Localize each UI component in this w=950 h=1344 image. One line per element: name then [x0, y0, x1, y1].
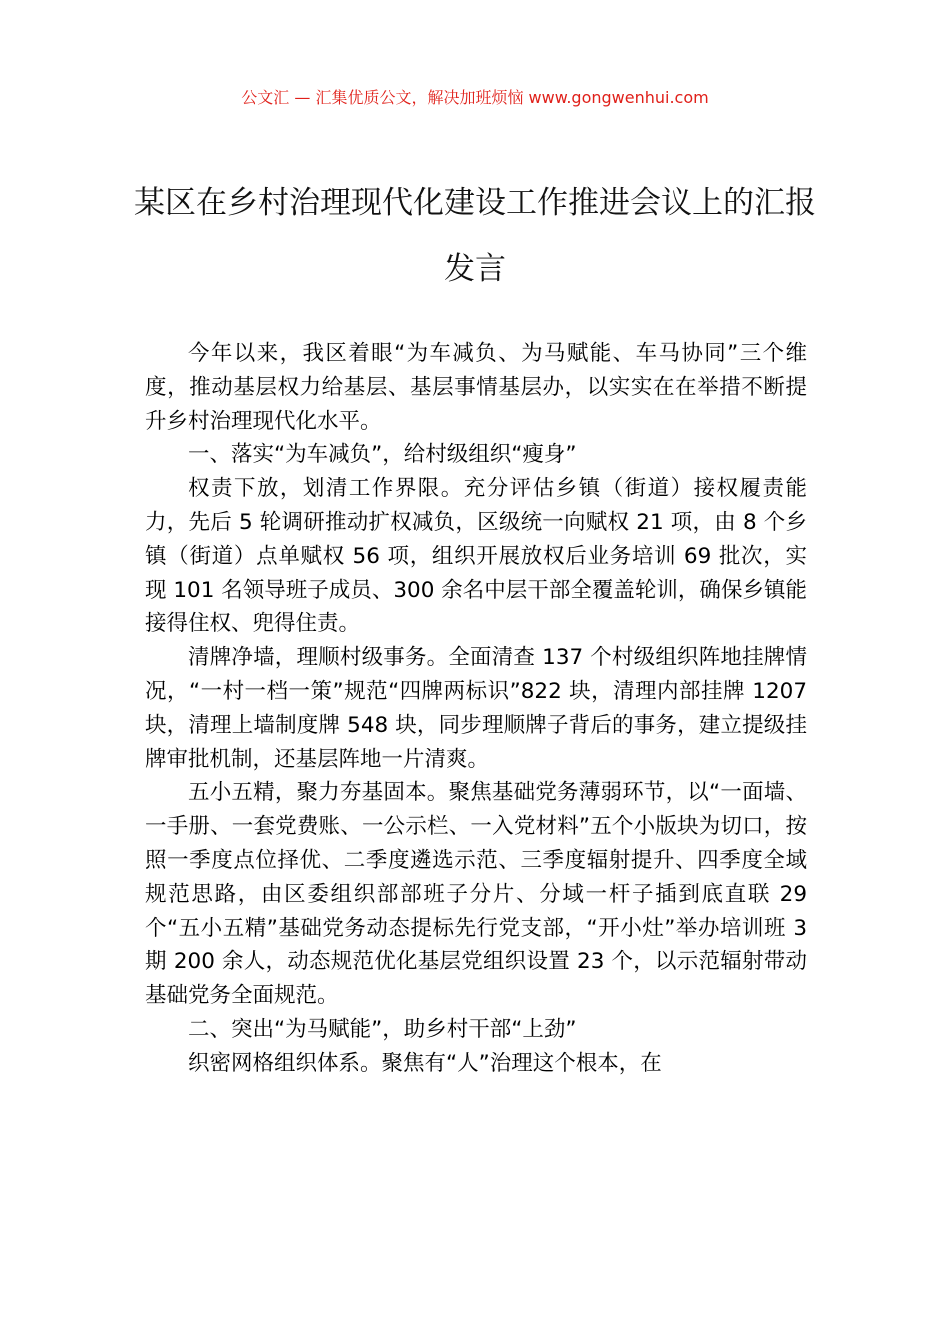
- section-heading-1: 一、落实“为车减负”，给村级组织“瘦身”: [188, 442, 577, 468]
- paragraph-five-small-five-fine: 五小五精，聚力夯基固本。聚焦基础党务薄弱环节，以“一面墙、一手册、一套党费账、一公示栏、一入党材料”五个小版块为切口，按照一季度点位择优、二季度遴选示范、三季度辐射提升、四季度全域规范思路，由区委组织部部班子分片、分域一杆子插到底直联 29 个“五小五精”基础党务动态提标先行党支部，“开小灶”举办培训班 3 期 200 余人，动态规范优化基层党组织设置 23 个，以示范辐射带动基础党务全面规范。: [145, 780, 807, 1009]
- paragraph-clean-signs: 清牌净墙，理顺村级事务。全面清查 137 个村级组织阵地挂牌情况，“一村一档一策”规范“四牌两标识”822 块，清理内部挂牌 1207 块，清理上墙制度牌 548 块，同步理顺牌子背后的事务，建立提级挂牌审批机制，还基层阵地一片清爽。: [145, 645, 807, 772]
- paragraph-intro: 今年以来，我区着眼“为车减负、为马赋能、车马协同”三个维度，推动基层权力给基层、基层事情基层办，以实实在在举措不断提升乡村治理现代化水平。: [145, 341, 807, 434]
- site-banner: 公文汇 — 汇集优质公文，解决加班烦恼 www.gongwenhui.com: [241, 88, 709, 107]
- section-heading-2: 二、突出“为马赋能”，助乡村干部“上劲”: [188, 1016, 577, 1042]
- paragraph-grid-system: 织密网格组织体系。聚焦有“人”治理这个根本，在: [188, 1050, 662, 1076]
- document-body: [145, 337, 807, 1081]
- paragraph-power-delegation: 权责下放，划清工作界限。充分评估乡镇（街道）接权履责能力，先后 5 轮调研推动扩权减负，区级统一向赋权 21 项，由 8 个乡镇（街道）点单赋权 56 项，组织开展放权后业务培训 69 批次，实现 101 名领导班子成员、300 余名中层干部全覆盖轮训，确保乡镇能接得住权、兜得住责。: [145, 476, 807, 637]
- document-title: 某区在乡村治理现代化建设工作推进会议上的汇报发言: [134, 185, 816, 287]
